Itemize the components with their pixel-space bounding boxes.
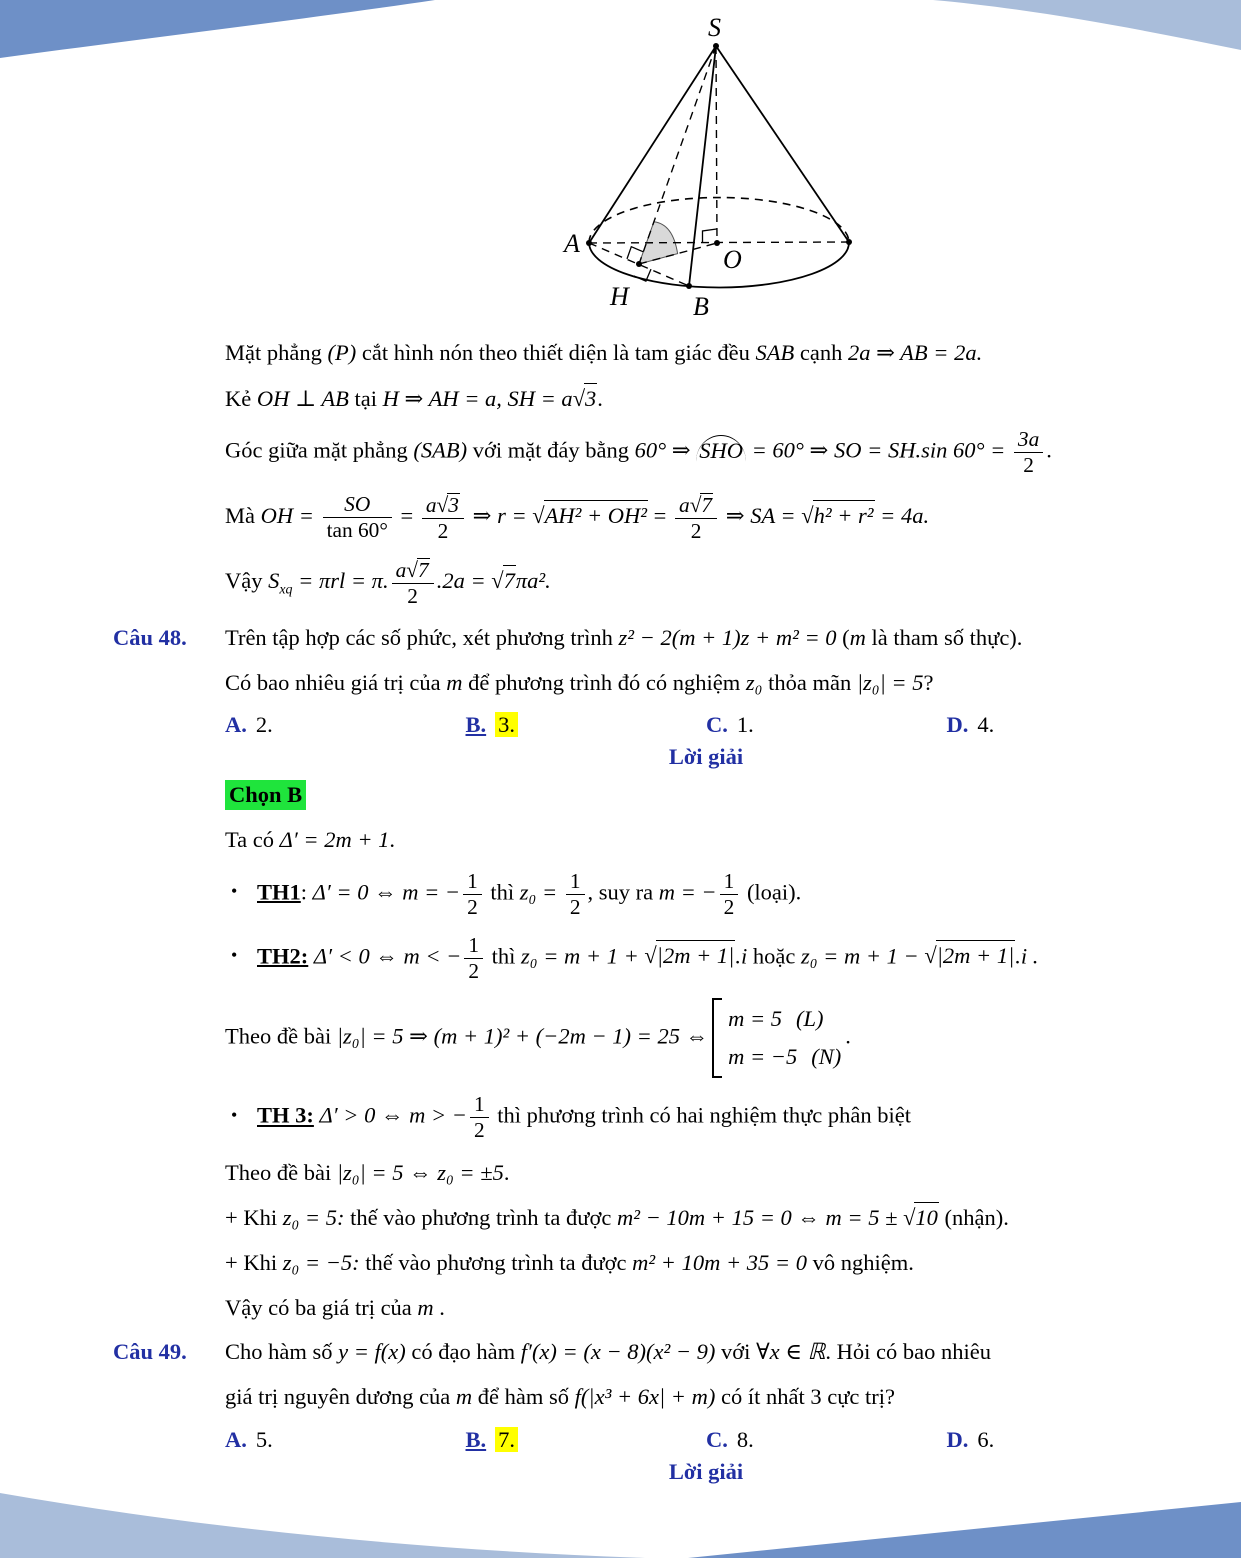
text: (nhận). bbox=[938, 1205, 1009, 1231]
case-th3 bbox=[225, 1093, 1187, 1142]
top-right-swoosh bbox=[933, 0, 1241, 50]
label-S: S bbox=[708, 13, 721, 42]
option-a bbox=[225, 1427, 466, 1453]
text: là tham số thực). bbox=[865, 624, 1023, 650]
question-number: Câu 48. bbox=[113, 624, 187, 650]
bottom-right-swoosh bbox=[688, 1502, 1241, 1558]
subscript: xq bbox=[279, 582, 293, 598]
cone-figure bbox=[562, 10, 874, 322]
right-angle-at-O bbox=[703, 229, 717, 243]
text: với bbox=[715, 1339, 757, 1365]
math: m bbox=[417, 1294, 434, 1320]
text: Cho hàm số bbox=[225, 1339, 339, 1365]
text: Có bao nhiêu giá trị của bbox=[225, 669, 447, 695]
angle-hat: SHO bbox=[696, 435, 746, 466]
option-d bbox=[947, 1427, 1188, 1453]
axis-SO bbox=[716, 46, 717, 243]
text: (loại). bbox=[741, 879, 802, 905]
text: . bbox=[503, 1159, 510, 1185]
math: OH ⊥ AB bbox=[256, 385, 349, 411]
option-letter: A. bbox=[225, 712, 247, 738]
option-d bbox=[947, 712, 1188, 738]
solution-line bbox=[225, 1293, 1187, 1323]
solution-line bbox=[225, 428, 1187, 477]
document-content bbox=[113, 338, 1187, 1495]
text: = bbox=[648, 502, 672, 528]
text: cạnh bbox=[794, 340, 848, 365]
text: . bbox=[1046, 438, 1052, 464]
text: cắt hình nón theo thiết diện là tam giác đều bbox=[356, 340, 756, 365]
math: m² − 10m + 15 = 0 ⇔ m = 5 ± bbox=[616, 1205, 904, 1231]
math: = πrl = π. bbox=[292, 567, 389, 593]
math: ∀x ∈ ℝ bbox=[756, 1339, 826, 1365]
sqrt-icon: √ bbox=[572, 385, 586, 411]
option-value: 5. bbox=[255, 1426, 273, 1452]
text: Theo đề bài bbox=[225, 1159, 337, 1185]
solution-line bbox=[225, 493, 1187, 543]
math: (SAB) bbox=[413, 438, 468, 464]
sqrt-icon: √ bbox=[436, 492, 449, 517]
math: m bbox=[849, 624, 866, 650]
math: m bbox=[455, 1384, 473, 1409]
option-value: 2. bbox=[255, 712, 273, 738]
fraction: $\frac{a√7}{2}$ bbox=[392, 558, 434, 608]
text: . bbox=[845, 1023, 851, 1049]
math: ⇒ r = bbox=[466, 502, 533, 528]
text: . bbox=[433, 1294, 445, 1320]
sqrt-icon: √ bbox=[532, 502, 545, 528]
text: hoặc bbox=[747, 943, 801, 969]
math: |z₀| = 5 ⇔ z₀ = ±5 bbox=[336, 1159, 504, 1185]
radicand: AH² + OH² bbox=[544, 500, 648, 531]
math: SAB bbox=[755, 340, 795, 365]
sqrt-icon: √ bbox=[406, 557, 418, 582]
text: = bbox=[394, 502, 419, 528]
math: z₀ bbox=[745, 669, 763, 695]
math: z₀ = 5: bbox=[282, 1205, 345, 1231]
math: .i bbox=[735, 943, 748, 969]
text: Góc giữa mặt phẳng bbox=[225, 438, 414, 464]
chosen-answer bbox=[225, 780, 1187, 810]
option-a bbox=[225, 712, 466, 738]
text: thì bbox=[484, 879, 520, 905]
text: Ta có bbox=[225, 826, 280, 852]
question-49-line2 bbox=[225, 1382, 1187, 1412]
math: Δ′ < 0 ⇔ m < − bbox=[308, 943, 462, 969]
math: f(|x³ + 6x| + m) bbox=[574, 1384, 716, 1409]
radicand: 3 bbox=[584, 383, 597, 414]
point-O bbox=[714, 240, 720, 246]
math: .2a = bbox=[436, 567, 492, 593]
math: m = − bbox=[658, 879, 717, 905]
question-number: Câu 49. bbox=[113, 1339, 187, 1365]
math: z₀ = m + 1 + bbox=[521, 943, 645, 969]
math: ⇒ SA = bbox=[720, 502, 802, 528]
question-49 bbox=[113, 1337, 1187, 1367]
point-B bbox=[686, 283, 692, 289]
text: thế vào phương trình ta được bbox=[359, 1249, 633, 1275]
text: Kẻ bbox=[225, 385, 257, 411]
solution-heading: Lời giải bbox=[668, 1458, 744, 1484]
answer-options-48 bbox=[225, 712, 1187, 738]
option-c bbox=[706, 712, 947, 738]
text: vô nghiệm. bbox=[806, 1249, 914, 1275]
math: πa². bbox=[515, 567, 551, 593]
point-S bbox=[713, 43, 719, 49]
option-value: 1. bbox=[736, 712, 754, 738]
sqrt-icon: √ bbox=[801, 502, 814, 528]
option-value-highlighted: 7. bbox=[495, 1427, 518, 1452]
math: z₀ = −5: bbox=[282, 1249, 360, 1275]
solution-heading: Lời giải bbox=[668, 744, 744, 770]
sqrt-icon: √ bbox=[491, 567, 504, 593]
text: để phương trình đó có nghiệm bbox=[462, 669, 746, 695]
math: H ⇒ AH = a, SH = a bbox=[382, 385, 573, 411]
text: thì bbox=[486, 943, 522, 969]
fraction: $\frac{1}{2}$ bbox=[470, 1093, 489, 1142]
top-left-swoosh bbox=[0, 0, 435, 58]
math: .i . bbox=[1015, 943, 1039, 969]
option-b bbox=[466, 712, 707, 738]
sqrt-icon: √ bbox=[924, 943, 937, 969]
fraction: $\frac{SO}{\tan 60^\circ}$ bbox=[323, 493, 392, 542]
edge-S-right bbox=[716, 46, 849, 242]
text: . Hỏi có bao nhiêu bbox=[825, 1339, 991, 1365]
radicand: h² + r² bbox=[813, 500, 875, 531]
text: Vậy bbox=[225, 567, 269, 593]
label-B: B bbox=[693, 292, 709, 321]
math: m² + 10m + 35 = 0 bbox=[632, 1249, 807, 1275]
math: = 60° ⇒ SO = SH.sin 60° = bbox=[746, 438, 1011, 464]
radicand: |2m + 1| bbox=[656, 940, 736, 971]
text: tại bbox=[348, 385, 383, 411]
option-c bbox=[706, 1427, 947, 1453]
text: + Khi bbox=[225, 1249, 283, 1275]
chosen-answer-badge: Chọn B bbox=[225, 780, 306, 810]
math: = 4a. bbox=[874, 502, 930, 528]
fraction: $\frac{a√7}{2}$ bbox=[675, 493, 717, 543]
angle-shading bbox=[639, 222, 678, 264]
text: có ít nhất 3 cực trị? bbox=[715, 1384, 895, 1409]
solution-line bbox=[225, 998, 1187, 1079]
text: Vậy có ba giá trị của bbox=[225, 1294, 418, 1320]
option-letter: D. bbox=[946, 712, 969, 738]
question-48-line2 bbox=[225, 668, 1187, 698]
bullet-icon: • bbox=[231, 1105, 238, 1126]
label-O: O bbox=[723, 245, 742, 274]
bullet-icon: • bbox=[231, 881, 238, 902]
left-bracket bbox=[712, 998, 722, 1079]
option-b bbox=[466, 1427, 707, 1453]
case-note: (L) bbox=[796, 1005, 824, 1031]
sqrt-icon: √ bbox=[644, 943, 657, 969]
math: (P) bbox=[327, 340, 357, 365]
text: Theo đề bài bbox=[225, 1023, 337, 1049]
base-ellipse-back bbox=[589, 198, 849, 243]
option-letter: B. bbox=[465, 712, 487, 738]
math: Δ′ = 2m + 1 bbox=[279, 826, 390, 852]
option-letter: C. bbox=[706, 1426, 728, 1452]
option-letter: B. bbox=[465, 1426, 487, 1452]
radicand: 7 bbox=[503, 565, 516, 596]
math: S bbox=[268, 567, 280, 593]
label-A: A bbox=[564, 229, 580, 258]
case-note: (N) bbox=[811, 1044, 842, 1070]
text: với mặt đáy bằng bbox=[467, 438, 635, 464]
math: f′(x) = (x − 8)(x² − 9) bbox=[520, 1339, 716, 1365]
solution-line bbox=[225, 338, 1187, 368]
math: |z₀| = 5 bbox=[856, 669, 924, 695]
bullet-icon: • bbox=[231, 945, 238, 966]
solution-line bbox=[225, 1202, 1187, 1233]
math: m bbox=[446, 669, 463, 695]
option-value-highlighted: 3. bbox=[495, 712, 518, 737]
fraction: $\frac{1}{2}$ bbox=[566, 870, 585, 919]
case-label: TH2: bbox=[257, 943, 309, 969]
fraction: $\frac{a√3}{2}$ bbox=[422, 493, 464, 543]
fraction: $\frac{1}{2}$ bbox=[464, 934, 483, 983]
sqrt-icon: √ bbox=[689, 492, 702, 517]
solution-line bbox=[225, 825, 1187, 855]
text: ( bbox=[836, 624, 850, 650]
text: ? bbox=[923, 669, 934, 695]
math: z₀ = bbox=[519, 879, 563, 905]
text: . bbox=[389, 826, 396, 852]
case-label: TH 3: bbox=[257, 1103, 314, 1129]
option-value: 4. bbox=[977, 712, 995, 738]
option-letter: C. bbox=[706, 712, 728, 738]
radicand: 10 bbox=[914, 1202, 939, 1233]
point-H bbox=[636, 261, 642, 267]
text: Mà bbox=[225, 502, 261, 528]
base-ellipse-front bbox=[589, 242, 849, 287]
option-value: 6. bbox=[977, 1426, 995, 1452]
radicand: |2m + 1| bbox=[936, 940, 1016, 971]
math: y = f(x) bbox=[338, 1339, 406, 1365]
solution-line bbox=[225, 558, 1187, 608]
math: 60° ⇒ bbox=[634, 438, 697, 464]
option-value: 8. bbox=[736, 1426, 754, 1452]
text: thế vào phương trình ta được bbox=[344, 1205, 617, 1231]
case-value: m = 5 bbox=[728, 1005, 783, 1031]
math: 2a ⇒ AB = 2a. bbox=[847, 340, 983, 365]
case-label: TH1 bbox=[257, 879, 301, 905]
case-th1 bbox=[225, 870, 1187, 919]
solution-line bbox=[225, 1248, 1187, 1278]
label-H: H bbox=[610, 282, 629, 311]
case-th2 bbox=[225, 934, 1187, 983]
text: Trên tập hợp các số phức, xét phương trình bbox=[225, 624, 619, 650]
math: z² − 2(m + 1)z + m² = 0 bbox=[618, 624, 837, 650]
text: thì phương trình có hai nghiệm thực phân biệt bbox=[491, 1103, 911, 1129]
text: Mặt phẳng bbox=[225, 340, 328, 365]
fraction: $\frac{3a}{2}$ bbox=[1014, 428, 1043, 477]
point-A bbox=[586, 240, 592, 246]
answer-options-49 bbox=[225, 1427, 1187, 1453]
case-system bbox=[712, 998, 841, 1079]
fraction: $\frac{1}{2}$ bbox=[463, 870, 482, 919]
math: Δ′ = 0 ⇔ m = − bbox=[312, 879, 461, 905]
solution-line bbox=[225, 383, 1187, 414]
text: : bbox=[300, 879, 313, 905]
sqrt-icon: √ bbox=[903, 1205, 916, 1231]
math: OH = bbox=[260, 502, 320, 528]
text: giá trị nguyên dương của bbox=[225, 1384, 456, 1409]
math: Δ′ > 0 ⇔ m > − bbox=[313, 1103, 467, 1129]
fraction: $\frac{1}{2}$ bbox=[720, 870, 739, 919]
text: thỏa mãn bbox=[762, 669, 857, 695]
text: + Khi bbox=[225, 1205, 283, 1231]
bottom-left-swoosh bbox=[0, 1493, 645, 1558]
math: |z₀| = 5 ⇒ (m + 1)² + (−2m − 1) = 25 ⇔ bbox=[336, 1023, 709, 1049]
right-angle-at-H-lower bbox=[634, 269, 651, 281]
text: có đạo hàm bbox=[405, 1339, 521, 1365]
math: z₀ = m + 1 − bbox=[800, 943, 925, 969]
option-letter: A. bbox=[225, 1426, 247, 1452]
text: . bbox=[597, 385, 603, 411]
text: để hàm số bbox=[472, 1384, 575, 1409]
solution-line bbox=[225, 1158, 1187, 1188]
text: , suy ra bbox=[587, 879, 659, 905]
question-48 bbox=[113, 623, 1187, 653]
case-value: m = −5 bbox=[728, 1044, 798, 1070]
point-right bbox=[846, 239, 852, 245]
option-letter: D. bbox=[946, 1426, 969, 1452]
